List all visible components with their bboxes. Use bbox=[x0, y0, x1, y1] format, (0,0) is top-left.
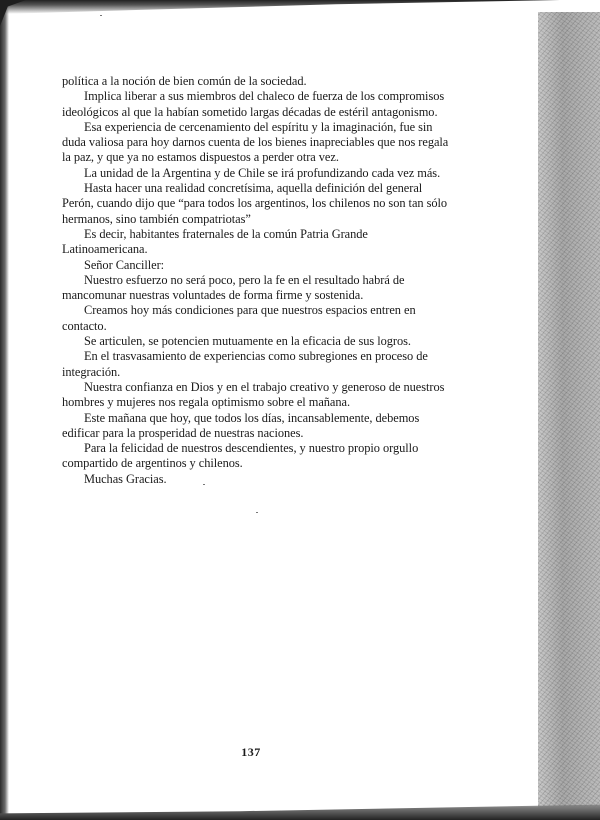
paragraph-1: política a la noción de bien común de la sociedad. bbox=[62, 74, 307, 88]
scan-top-edge bbox=[0, 0, 560, 14]
paragraph-15: Muchas Gracias. bbox=[84, 471, 167, 486]
paragraph-2: Implica liberar a sus miembros del chaleco de fuerza de los compromisos ideológicos al que la habían sometido largas décadas de estéril antagonismo. bbox=[62, 89, 445, 119]
page-body bbox=[62, 74, 454, 487]
page-number: 137 bbox=[241, 745, 261, 759]
paragraph-14: Para la felicidad de nuestros descendientes, y nuestro propio orgullo compartido de argentinos y chilenos. bbox=[62, 441, 419, 471]
paragraph-3: Esa experiencia de cercenamiento del espíritu y la imaginación, fue sin duda valiosa para hoy darnos cuenta de los bienes inapreciables que nos regala la paz, y que ya no estamos dispuestos a perder otra vez. bbox=[62, 119, 449, 165]
paragraph-11: En el trasvasamiento de experiencias como subregiones en proceso de integración. bbox=[62, 349, 428, 379]
scan-speck bbox=[256, 512, 258, 513]
paragraph-8: Nuestro esfuerzo no será poco, pero la fe en el resultado habrá de mancomunar nuestras voluntades de forma firme y sostenida. bbox=[62, 272, 405, 303]
scan-speck bbox=[100, 15, 102, 16]
paragraph-10: Se articulen, se potencien mutuamente en la eficacia de sus logros. bbox=[84, 334, 411, 349]
paragraph-7: Señor Canciller: bbox=[84, 257, 165, 272]
paragraph-4: La unidad de la Argentina y de Chile se irá profundizando cada vez más. bbox=[84, 165, 441, 180]
paragraph-6: Es decir, habitantes fraternales de la común Patria Grande Latinoamericana. bbox=[62, 226, 368, 257]
scan-left-edge bbox=[0, 0, 9, 820]
scan-right-band bbox=[538, 12, 600, 820]
scan-bottom-edge bbox=[0, 798, 600, 820]
paragraph-12: Nuestra confianza en Dios y en el trabajo creativo y generoso de nuestros hombres y mujeres nos regala optimismo sobre el mañana. bbox=[62, 379, 445, 410]
paragraph-13: Este mañana que hoy, que todos los días, incansablemente, debemos edificar para la prosperidad de nuestras naciones. bbox=[62, 410, 420, 440]
paragraph-5: Hasta hacer una realidad concretísima, aquella definición del general Perón, cuando dijo que “para todos los argentinos, los chilenos no son tan sólo hermanos, sino también compatriotas” bbox=[62, 181, 448, 226]
paragraph-9: Creamos hoy más condiciones para que nuestros espacios entren en contacto. bbox=[62, 303, 416, 333]
